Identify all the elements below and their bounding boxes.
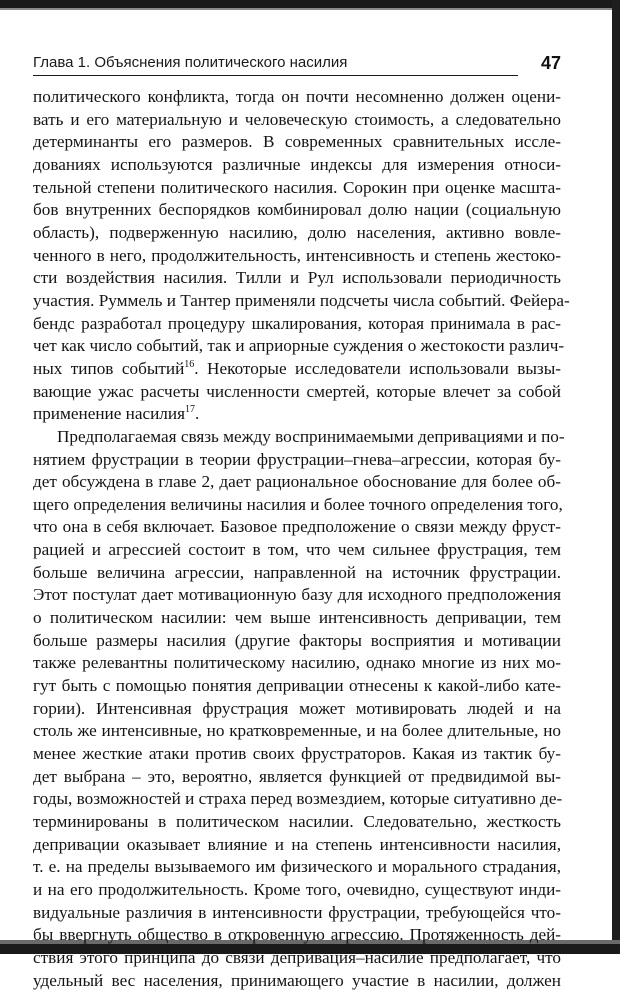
text-line: и на его продолжительность. Кроме того, очевидно, существуют инди- xyxy=(33,879,561,899)
text-line: терминированы в политическом насилии. Следовательно, жесткость xyxy=(33,812,561,831)
text-line: дованиях используются различные индексы для измерения относи- xyxy=(33,154,561,174)
top-border xyxy=(0,0,620,8)
text-line xyxy=(33,358,561,381)
text-line: годы, возможностей и страха перед возмездием, которые ситуативно де- xyxy=(33,789,563,809)
text-line: чет как число событий, так и априорные суждения о жестокости различ- xyxy=(33,336,565,356)
text-line: щего определения величины насилия и более точного определения того, xyxy=(33,494,563,514)
text-line: удельный вес населения, принимающего участие в насилии, должен xyxy=(33,970,561,990)
text-line: дет обсуждена в главе 2, дает рациональное обоснование для более об- xyxy=(33,472,561,492)
text-line: вать и его материальную и человеческую стоимость, а следовательно xyxy=(33,109,561,129)
text-line: политического конфликта, тогда он почти несомненно должен оцени- xyxy=(33,87,561,106)
text-segment: ных типов событий xyxy=(33,358,185,378)
text-line: больше размеры насилия (другие факторы восприятия и мотивации xyxy=(33,630,561,650)
footnote-ref-16: 16 xyxy=(184,358,195,370)
text-line: что она в себя включает. Базовое предположение о связи между фруст- xyxy=(33,517,561,537)
text-line: Этот постулат дает мотивационную базу для исходного предположения xyxy=(33,585,561,605)
right-border xyxy=(612,0,620,954)
text-line: нятием фрустрации в теории фрустрации–гнева–агрессии, которая бу- xyxy=(33,449,561,469)
text-line: рацией и агрессией состоит в том, что чем сильнее фрустрация, тем xyxy=(33,540,561,560)
text-line: больше величина агрессии, направленной на источник фрустрации. xyxy=(33,562,561,582)
paragraph-1 xyxy=(33,86,570,426)
body-text xyxy=(33,86,570,992)
text-line: сти воздействия насилия. Тилли и Рул использовали периодичность xyxy=(33,268,561,288)
top-border-shadow xyxy=(0,8,620,10)
header-rule xyxy=(33,75,518,76)
text-line: менее жесткие атаки против своих фрустраторов. Какая из тактик бу- xyxy=(33,744,561,764)
text-line: гут быть с помощью понятия депривации отнесены к какой-либо кате- xyxy=(33,676,561,696)
text-line: ченного в него, продолжительность, интенсивность и степень жестоко- xyxy=(33,245,561,265)
text-line: бов внутренних беспорядков комбинировал долю нации (социальную xyxy=(33,200,561,220)
paragraph-2 xyxy=(33,426,565,992)
page-header xyxy=(33,54,561,78)
running-head: Глава 1. Объяснения политического насилия xyxy=(33,54,348,71)
text-line: столь же интенсивные, но кратковременные, и на более длительные, но xyxy=(33,721,561,741)
text-line: бы ввергнуть общество в откровенную агрессию. Протяженность дей- xyxy=(33,925,561,945)
text-line: участия. Руммель и Тантер применяли подсчеты числа событий. Фейера- xyxy=(33,290,570,310)
text-segment: . xyxy=(194,404,200,424)
text-line xyxy=(33,403,561,426)
text-line: т. е. на пределы вызываемого им физического и морального страдания, xyxy=(33,857,561,877)
text-line: дет выбрана – это, вероятно, является функцией от предвидимой вы- xyxy=(33,766,561,786)
text-line: вающие ужас расчеты численности смертей, которые влечет за собой xyxy=(33,381,561,401)
page-number: 47 xyxy=(540,53,561,73)
text-line: Предполагаемая связь между воспринимаемыми депривациями и по- xyxy=(57,426,565,446)
text-line: тельной степени политического насилия. Сорокин при оценке масшта- xyxy=(33,177,561,197)
text-line: депривации оказывает влияние и на степень интенсивности насилия, xyxy=(33,834,561,854)
footnote-ref-17: 17 xyxy=(184,404,195,416)
text-line: детерминанты его размеров. В современных сравнительных иссле- xyxy=(33,132,561,152)
text-segment: . Некоторые исследователи использовали вызы- xyxy=(194,358,561,378)
text-line: гории). Интенсивная фрустрация может мотивировать людей и на xyxy=(33,698,561,718)
text-line: видуальные различия в интенсивности фрустрации, требующейся что- xyxy=(33,902,561,922)
text-line: область), подверженную насилию, долю населения, активно вовле- xyxy=(33,222,561,242)
text-line: бендс разработал процедуру шкалирования, которая принимала в рас- xyxy=(33,313,561,333)
text-line: ствия этого принципа до связи депривация–насилие предполагает, что xyxy=(33,947,561,967)
text-segment: применение насилия xyxy=(33,404,185,424)
text-line: также релевантны политическому насилию, однако многие из них мо- xyxy=(33,653,561,673)
text-line: о политическом насилии: чем выше интенсивность депривации, тем xyxy=(33,608,561,628)
